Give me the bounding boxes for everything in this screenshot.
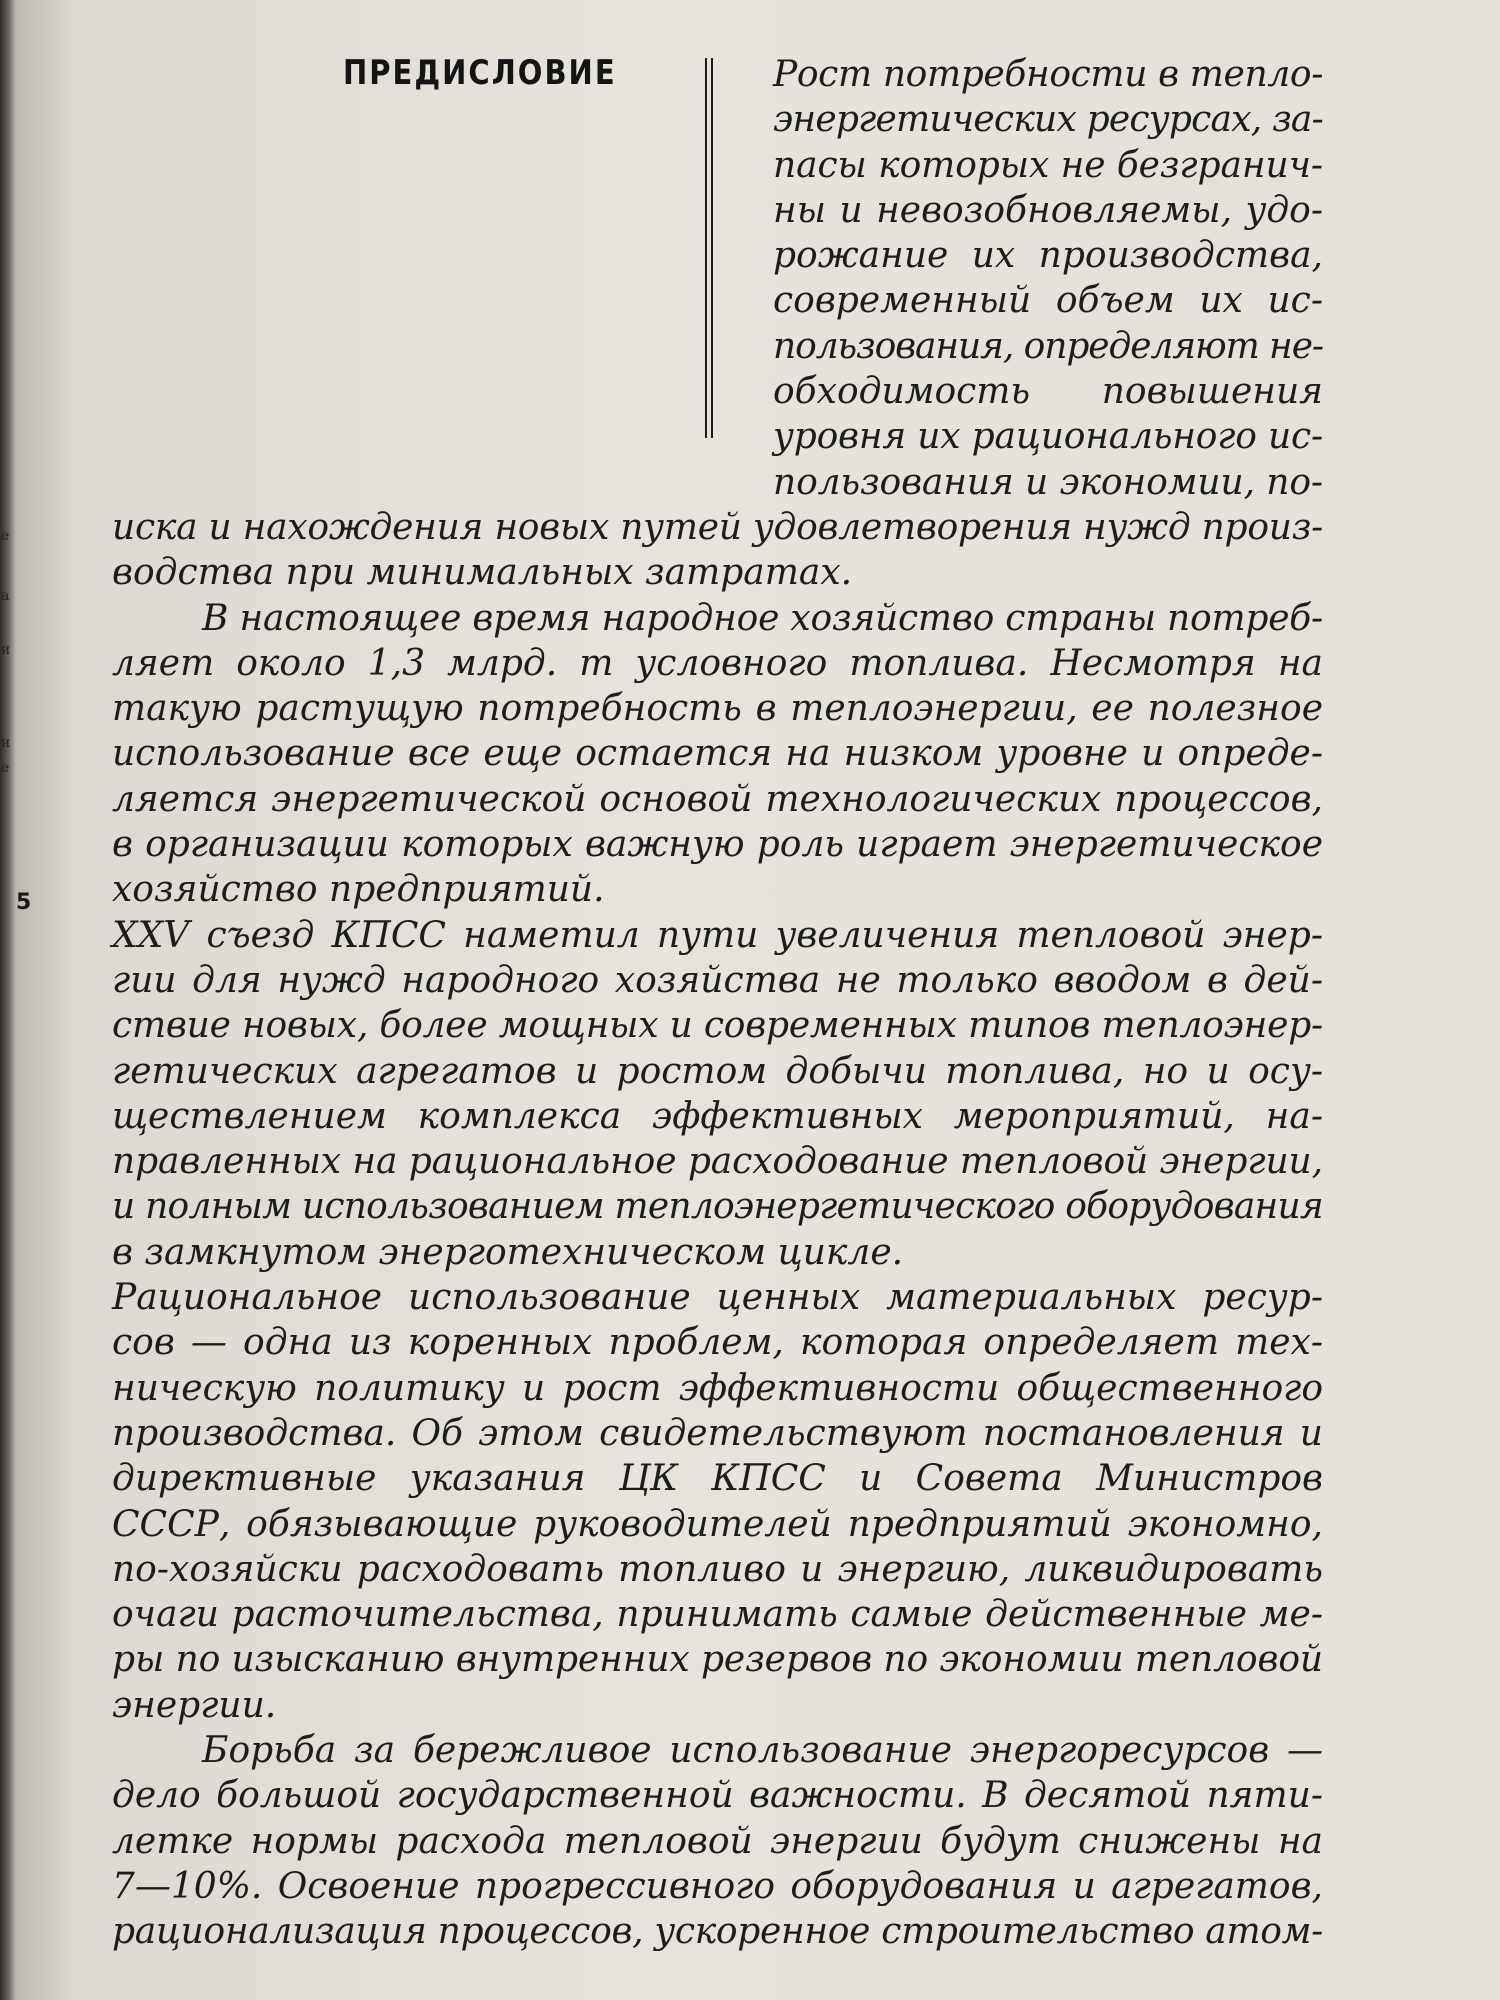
margin-mark: е (1, 528, 10, 544)
text-line: СССР, обязывающие руководителей предприятий экономно, (112, 1503, 1323, 1545)
text-line: гии для нужд народного хозяйства не только вводом в дей- (112, 959, 1323, 1001)
text-line: летке нормы расхода тепловой энергии будут снижены на (112, 1820, 1323, 1862)
page-title: ПРЕДИСЛОВИЕ (343, 52, 617, 93)
text-line: дело большой государственной важности. В десятой пяти- (112, 1775, 1323, 1817)
text-line: Рациональное использование ценных материальных ресур- (112, 1277, 1323, 1319)
text-line: современный объем их ис- (773, 280, 1323, 322)
text-line: производства. Об этом свидетельствуют постановления и (112, 1412, 1323, 1454)
text-line: энергетических ресурсах, за- (773, 99, 1323, 141)
margin-mark: а (1, 588, 10, 604)
book-page (16, 0, 1500, 2000)
text-line: энергии. (112, 1684, 277, 1726)
text-line: ществлением комплекса эффективных мероприятий, на- (112, 1095, 1323, 1137)
text-line: уровня их рационального ис- (773, 416, 1323, 458)
intro-paragraph (773, 52, 1323, 505)
text-line: директивные указания ЦК КПСС и Совета Министров (112, 1458, 1323, 1500)
text-line: 7—10%. Освоение прогрессивного оборудования и агрегатов, (112, 1865, 1323, 1907)
text-line: пользования и экономии, по- (773, 461, 1323, 503)
text-line: рожание их производства, (773, 235, 1323, 277)
text-line: XXV съезд КПСС наметил пути увеличения тепловой энер- (112, 914, 1323, 956)
double-vertical-rule (705, 58, 713, 438)
text-line: по-хозяйски расходовать топливо и энергию, ликвидировать (112, 1548, 1323, 1590)
text-line: обходимость повышения (773, 371, 1323, 413)
text-line: В настоящее время народное хозяйство страны потреб- (202, 597, 1323, 639)
left-page-edge (0, 0, 16, 2000)
page-number: 5 (16, 890, 32, 915)
text-line: водства при минимальных затратах. (112, 552, 853, 594)
text-line: иска и нахождения новых путей удовлетворения нужд произ- (112, 507, 1323, 548)
text-line: использование все еще остается на низком уровне и опреде- (112, 733, 1323, 775)
text-line: и полным использованием теплоэнергетического оборудования (112, 1186, 1323, 1228)
text-line: гетических агрегатов и ростом добычи топлива, но и осу- (112, 1050, 1323, 1092)
text-line: правленных на рациональное расходование тепловой энергии, (112, 1141, 1323, 1183)
text-line: ляет около 1,3 млрд. т условного топлива. Несмотря на (112, 642, 1323, 684)
margin-mark: е (1, 760, 10, 776)
text-line: ническую политику и рост эффективности общественного (112, 1367, 1323, 1409)
margin-mark: и (1, 735, 11, 751)
body-text (112, 505, 1323, 1955)
text-line: ляется энергетической основой технологических процессов, (112, 778, 1323, 820)
text-line: очаги расточительства, принимать самые действенные ме- (112, 1594, 1323, 1636)
text-line: ствие новых, более мощных и современных типов теплоэнер- (112, 1005, 1323, 1047)
text-line: Борьба за бережливое использование энергоресурсов — (202, 1730, 1323, 1772)
text-line: рационализация процессов, ускоренное строительство атом- (112, 1911, 1323, 1953)
margin-mark: и (1, 642, 11, 658)
text-line: ры по изысканию внутренних резервов по экономии тепловой (112, 1639, 1323, 1681)
text-line: ны и невозобновляемы, удо- (773, 189, 1323, 231)
text-line: сов — одна из коренных проблем, которая определяет тех- (112, 1322, 1323, 1364)
text-line: такую растущую потребность в теплоэнергии, ее полезное (112, 688, 1323, 730)
text-line: хозяйство предприятий. (112, 869, 605, 911)
text-line: пасы которых не безгранич- (773, 144, 1323, 186)
text-line: в замкнутом энерготехническом цикле. (112, 1231, 904, 1273)
text-line: Рост потребности в тепло- (773, 54, 1323, 95)
text-line: пользования, определяют не- (773, 325, 1323, 367)
text-line: в организации которых важную роль играет энергетическое (112, 824, 1323, 866)
